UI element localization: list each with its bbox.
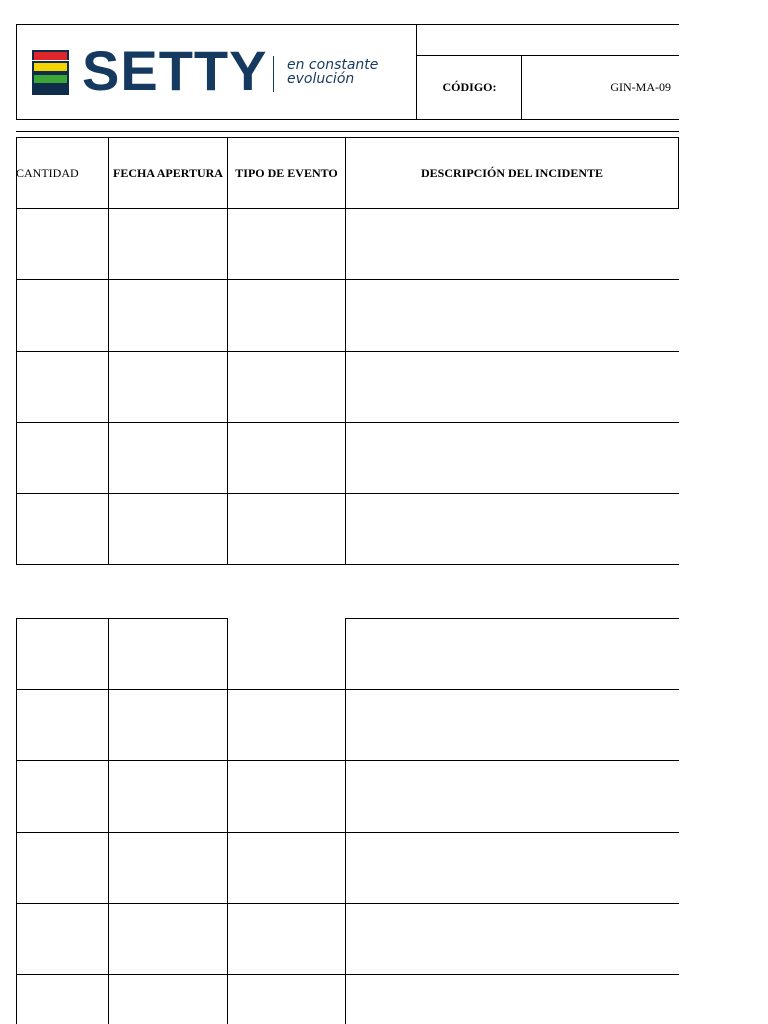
table-row [16, 351, 679, 352]
tagline [287, 58, 378, 86]
table-row [16, 974, 679, 975]
table-row [16, 279, 679, 280]
header-right-border [678, 137, 679, 209]
table-row [16, 493, 679, 494]
lower-table-top-left [16, 618, 227, 619]
column-header-descripcion: DESCRIPCIÓN DEL INCIDENTE [420, 165, 604, 180]
header-divider [416, 24, 417, 120]
lower-left-border [16, 618, 17, 1024]
lower-table-top-right [345, 618, 679, 619]
column-header-fecha-apertura: FECHA APERTURA [113, 165, 223, 180]
lower-col-divider-1 [108, 618, 109, 1024]
code-label: CÓDIGO: [442, 80, 497, 94]
logo-red-bar [34, 52, 67, 60]
header-bottom-border [16, 119, 679, 120]
logo-yellow-bar [34, 63, 67, 71]
column-header-tipo-evento: TIPO DE EVENTO [235, 165, 338, 180]
table-row [16, 422, 679, 423]
tagline-line-2: evolución [287, 71, 355, 87]
table-row [16, 903, 679, 904]
header-top-border [16, 24, 679, 25]
table-row [16, 689, 679, 690]
table-row [16, 564, 679, 565]
lower-col-divider-2 [227, 618, 228, 1024]
brand-name: SETTY [82, 39, 268, 102]
header-left-border [16, 24, 17, 120]
tagline-line-1: en constante [287, 57, 379, 73]
table-row [16, 760, 679, 761]
logo-base-bar [34, 85, 67, 93]
table-top-border [16, 131, 679, 132]
lower-col-divider-3 [345, 618, 346, 1024]
tagline-separator [273, 56, 274, 92]
table-row [16, 832, 679, 833]
code-value: GIN-MA-09 [610, 80, 671, 94]
logo-green-bar [34, 75, 67, 83]
table-row [16, 208, 679, 209]
column-header-cantidad: CANTIDAD [16, 165, 79, 180]
